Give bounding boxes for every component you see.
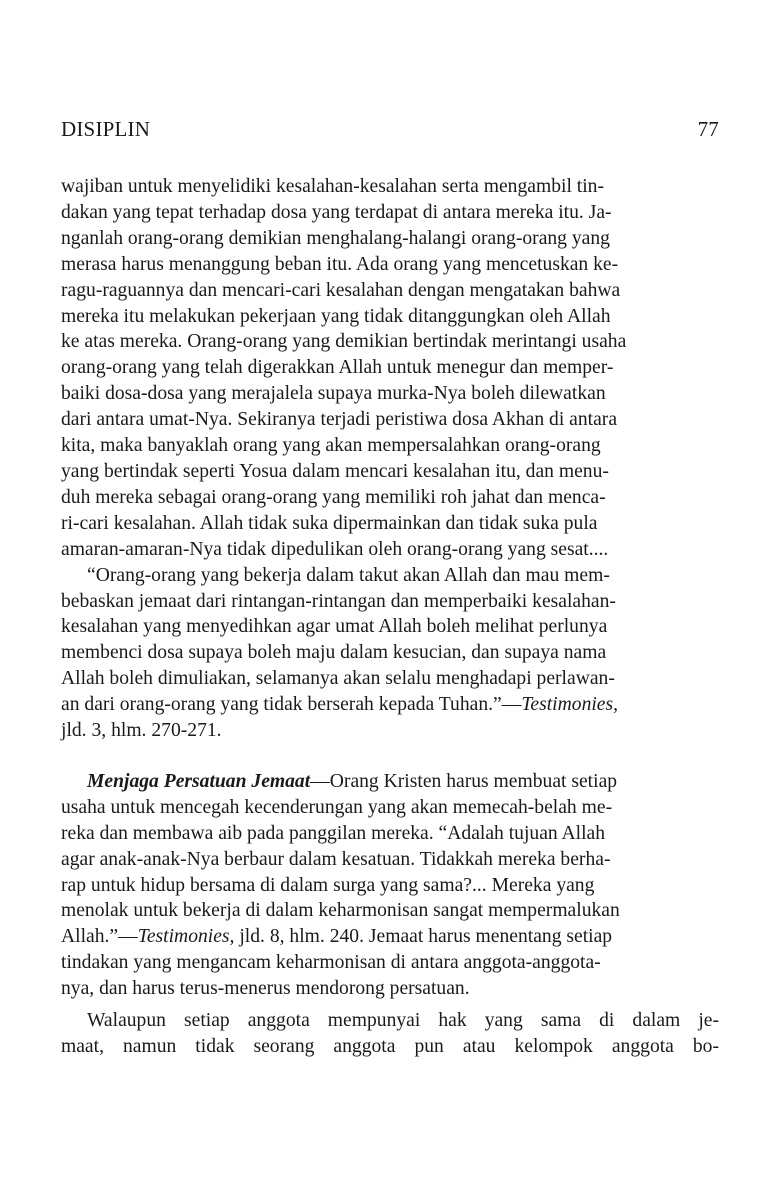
text-run: —Orang Kristen harus membuat setiap <box>310 770 618 792</box>
text-line: rap untuk hidup bersama di dalam surga yang sama?... Mereka yang <box>61 874 595 896</box>
text-line: ragu-raguannya dan mencari-cari kesalahan dengan mengatakan bahwa <box>61 279 621 301</box>
text-line: mereka itu melakukan pekerjaan yang tidak ditanggungkan oleh Allah <box>61 305 611 327</box>
text-line: agar anak-anak-Nya berbaur dalam kesatuan. Tidakkah mereka berha- <box>61 848 611 870</box>
source-title: Testimonies, <box>521 694 619 716</box>
section-heading: Menjaga Persatuan Jemaat <box>87 770 311 792</box>
text-line: nya, dan harus terus-menerus mendorong persatuan. <box>61 978 470 1000</box>
text-line: merasa harus menanggung beban itu. Ada orang yang mencetuskan ke- <box>61 253 619 275</box>
paragraph-2 <box>61 563 719 744</box>
text-line: duh mereka sebagai orang-orang yang memiliki roh jahat dan menca- <box>61 486 606 508</box>
page-header <box>61 117 719 142</box>
text-line: ke atas mereka. Orang-orang yang demikian bertindak merintangi usaha <box>61 331 627 353</box>
text-line: menolak untuk bekerja di dalam keharmonisan sangat mempermalukan <box>61 900 620 922</box>
text-line: nganlah orang-orang demikian menghalang-halangi orang-orang yang <box>61 227 610 249</box>
text-line: kesalahan yang menyedihkan agar umat Allah boleh melihat perlunya <box>61 616 608 638</box>
body-text <box>61 174 719 1060</box>
paragraph-3 <box>61 769 719 1002</box>
text-line: amaran-amaran-Nya tidak dipedulikan oleh orang-orang yang sesat.... <box>61 538 609 560</box>
page-number: 77 <box>697 117 719 141</box>
text-line: kita, maka banyaklah orang yang akan mempersalahkan orang-orang <box>61 435 601 457</box>
text-line: jld. 3, hlm. 270-271. <box>61 720 222 742</box>
text-line: membenci dosa supaya boleh maju dalam kesucian, dan supaya nama <box>61 642 607 664</box>
text-line: usaha untuk mencegah kecenderungan yang akan memecah-belah me- <box>61 796 613 818</box>
text-line <box>61 769 719 795</box>
text-line <box>61 692 719 718</box>
running-title: DISIPLIN <box>61 117 151 141</box>
text-line: yang bertindak seperti Yosua dalam mencari kesalahan itu, dan menu- <box>61 460 609 482</box>
paragraph-4 <box>61 1008 719 1060</box>
text-line: bebaskan jemaat dari rintangan-rintangan dan memperbaiki kesalahan- <box>61 590 616 612</box>
text-line: dari antara umat-Nya. Sekiranya terjadi peristiwa dosa Akhan di antara <box>61 409 618 431</box>
text-line: Walaupun setiap anggota mempunyai hak yang sama di dalam je- <box>87 1010 719 1032</box>
text-line <box>61 924 719 950</box>
text-line: Allah boleh dimuliakan, selamanya akan selalu menghadapi perlawan- <box>61 668 615 690</box>
text-run: Allah.”— <box>61 926 138 948</box>
text-line: “Orang-orang yang bekerja dalam takut akan Allah dan mau mem- <box>87 564 610 586</box>
text-line: baiki dosa-dosa yang merajalela supaya murka-Nya boleh dilewatkan <box>61 383 606 405</box>
text-line: orang-orang yang telah digerakkan Allah untuk menegur dan memper- <box>61 357 614 379</box>
text-line: ri-cari kesalahan. Allah tidak suka dipermainkan dan tidak suka pula <box>61 512 598 534</box>
text-line: reka dan membawa aib pada panggilan mereka. “Adalah tujuan Allah <box>61 822 606 844</box>
text-run: jld. 8, hlm. 240. Jemaat harus menentang setiap <box>234 926 613 948</box>
text-line: wajiban untuk menyelidiki kesalahan-kesalahan serta mengambil tin- <box>61 176 605 197</box>
source-title: Testimonies, <box>137 926 235 948</box>
text-run: an dari orang-orang yang tidak berserah kepada Tuhan.”— <box>61 694 522 716</box>
text-line: tindakan yang mengancam keharmonisan di antara anggota-anggota- <box>61 952 601 974</box>
paragraph-1 <box>61 174 719 563</box>
text-line: dakan yang tepat terhadap dosa yang terdapat di antara mereka itu. Ja- <box>61 201 612 223</box>
text-line: maat, namun tidak seorang anggota pun atau kelompok anggota bo- <box>61 1036 719 1057</box>
